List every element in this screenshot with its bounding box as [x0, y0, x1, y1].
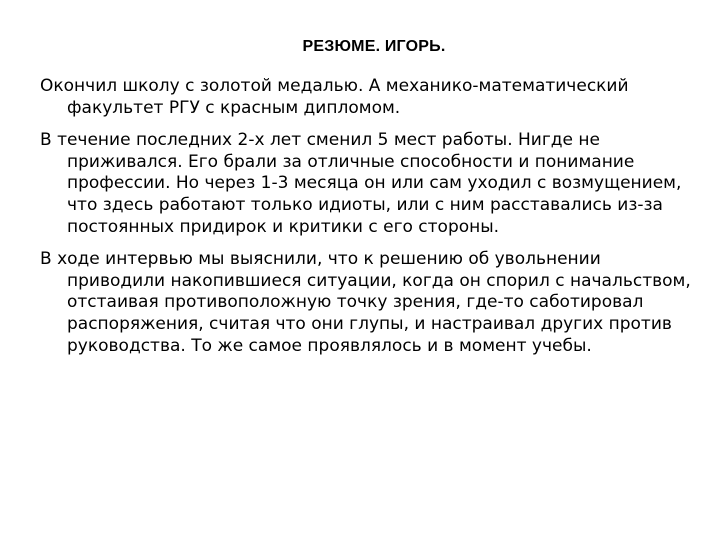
- paragraph-work-history: В течение последних 2-х лет сменил 5 мест работы. Нигде не приживался. Его брали за отличные способности и понимание профессии. Но через 1-3 месяца он или сам уходил с возмущением, что здесь работают только идиоты, или с ним расставались из-за постоянных придирок и критики с его стороны.: [40, 130, 682, 237]
- paragraph-interview: В ходе интервью мы выяснили, что к решению об увольнении приводили накопившиеся ситуации, когда он спорил с начальством, отстаивая противоположную точку зрения, где-то саботировал распоряжения, считая что они глупы, и настраивал других против руководства. То же самое проявлялось и в момент учебы.: [40, 249, 691, 356]
- paragraph-education: Окончил школу с золотой медалью. А механико-математический факультет РГУ с красным дипломом.: [40, 76, 629, 118]
- slide-title: РЕЗЮМЕ. ИГОРЬ.: [302, 38, 446, 55]
- slide-body: [40, 76, 700, 368]
